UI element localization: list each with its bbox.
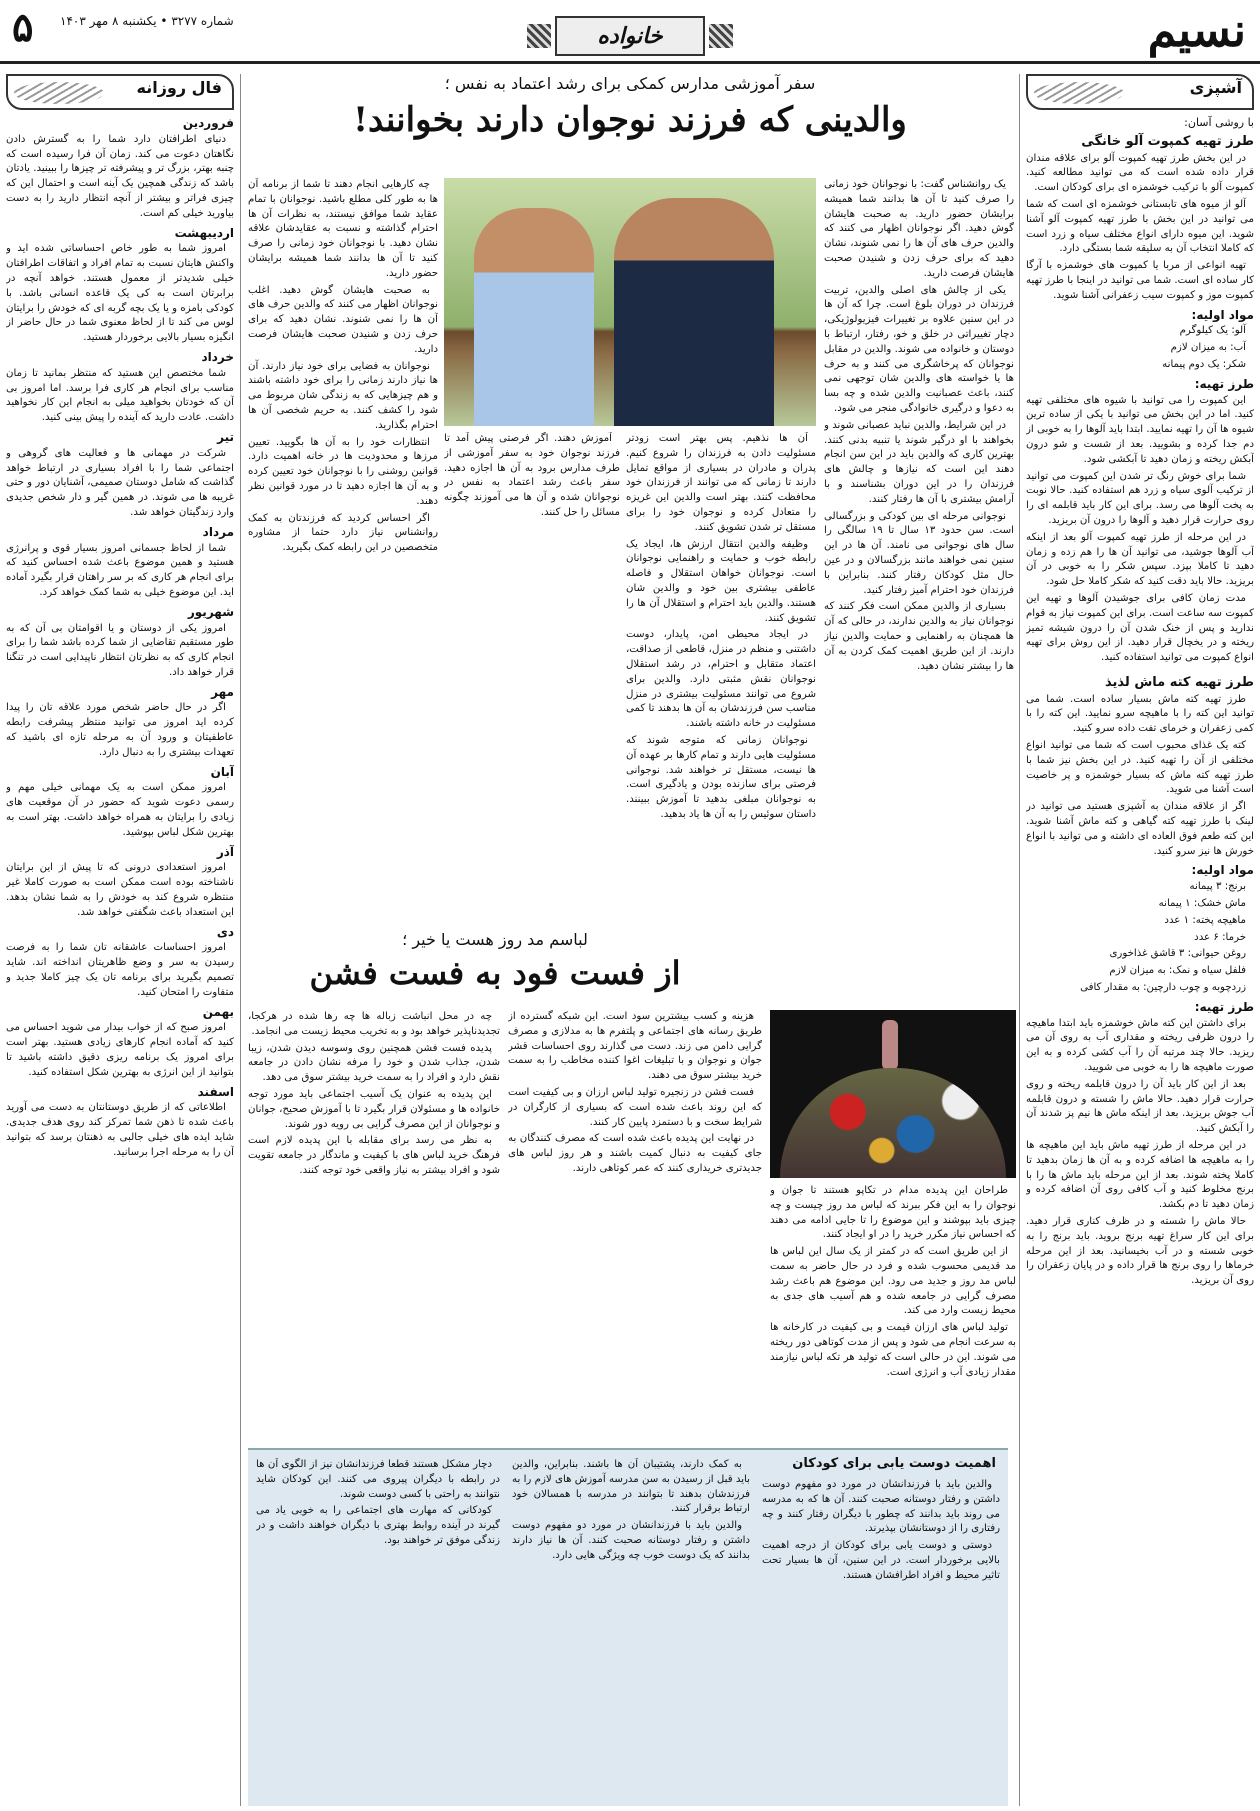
paragraph: دچار مشکل هستند قطعا فرزندانشان نیز از الگوی آن ها در رابطه با دیگران پیروی می کنند. این کودکان شاید نتوانند به راحتی با کسی دوست شوند. <box>256 1459 500 1500</box>
sign-text: شما مختصص این هستید که منتظر بمانید تا زمان مناسب برای انجام هر کاری فرا برسد. اما امروز بی آن که خودتان بخواهید میلی به انجام این کار نخواهید داشت. عادت دارید که آینده را پیش بینی کنید. <box>6 367 234 424</box>
ingredient-item: روغن حیوانی: ۳ قاشق غذاخوری <box>1109 948 1246 960</box>
ingredient-item: شکر: یک دوم پیمانه <box>1162 358 1246 370</box>
paragraph: پدیده فست فشن همچنین روی وسوسه دیدن شدن، زیبا شدن، جذاب شدن و خود را مرفه نشان دادن در جامعه نقش دارد و افراد را به سمت خرید بیشتر سوق می دهد. <box>248 1042 500 1084</box>
recipe-title: طرز تهیه کمپوت آلو خانگی <box>1081 133 1254 149</box>
paragraph: فست فشن در زنجیره تولید لباس ارزان و بی کیفیت است که این روند باعث شده است که بسیاری از کارگران در شرایط سخت و با دستمزد پایین کار کنند. <box>508 1086 762 1128</box>
article-column <box>444 432 620 913</box>
paragraph: والدین باید با فرزندانشان در مورد دو مفهوم دوست داشتن و رفتار دوستانه صحبت کنند. آن ها نیاز دارند بدانند که یک دوست خوب چه ویژگی هایی دارد. <box>512 1520 750 1561</box>
paragraph: هزینه و کسب بیشترین سود است. این شبکه گسترده از طریق رسانه های اجتماعی و پلتفرم ها به مدلازی و مصرف گرایی دامن می زند. دست می گذارند روی احساسات قشر جوان و نوجوان و با تبلیغات اغوا کننده مخاطب را به سمت خرید بیشتر سوق می دهند. <box>508 1011 762 1082</box>
sign-text: شرکت در مهمانی ها و فعالیت های گروهی و اجتماعی شما را با افراد بسیاری در ارتباط خواهد گذاشت که شامل دوستان صمیمی، آشنایان دور و حتی غریبه ها می شوند. در همین گیر و دار شخص جدیدی وارد زندگیتان خواهد شد. <box>6 447 234 518</box>
paragraph: به کمک دارند، پشتیبان آن ها باشند. بنابراین، والدین باید قبل از رسیدن به سن مدرسه آموزش های لازم را به فرزندشان بدهند تا بتوانند در مدرسه با همسالان خود ارتباط برقرار کنند. <box>512 1459 750 1515</box>
paragraph: انتظارات خود را به آن ها بگویید. تعیین مرزها و محدودیت ها در خانه اهمیت دارد. قوانین روشنی را با نوجوانان خود تعیین کرده و به آن ها اجازه دهید تا در مورد قوانین نظر دهند. <box>248 436 438 507</box>
paragraph: نوجوانان به فضایی برای خود نیاز دارند. آن ها نیاز دارند زمانی را برای خود داشته باشند و هم چیزهایی که به زندگی شان مربوط می شود را کشف کنند. به حریم شخصی آن ها احترام بگذارید. <box>248 360 438 431</box>
sign-text: اطلاعاتی که از طریق دوستانتان به دست می آورید باعث شده تا ذهن شما تمرکز کند روی هدف جدیدی. شاید ایده های خیلی جالبی به ذهنتان برسد که بتوانید آن را به مرحله اجرا برسانید. <box>6 1102 234 1158</box>
article-kicker: سفر آموزشی مدارس کمکی برای رشد اعتماد به نفس ؛ <box>444 74 816 93</box>
cooking-title: آشپزی <box>1189 78 1242 97</box>
paragraph: آلو از میوه های تابستانی خوشمزه ای است که شما می توانید در این بخش با طرز تهیه کمپوت آلو آشنا شوید. این میوه دارای انواع مختلف سیاه و زرد است که کاملا انتخاب آن به سلیقه شما بستگی دارد. <box>1026 198 1254 255</box>
method-label: طرز تهیه: <box>1194 999 1254 1014</box>
paragraph: در این مرحله از طرز تهیه ماش باید این ماهیچه ها را به ماهیچه ها اضافه کرده و به آن ها زمان بدهید تا کاملا پخته شوند. بعد از این مرحله باید ماش ها را با برنج مخلوط کنید و آب کافی روی آن اضافه کرده و زمان دهید تا دم بکشد. <box>1026 1140 1254 1211</box>
decorative-swirl-icon <box>1034 82 1124 104</box>
ingredient-item: زردچوبه و چوب دارچین: به مقدار کافی <box>1080 982 1246 994</box>
cooking-column <box>1026 74 1254 1806</box>
teen-figure-icon <box>474 208 594 426</box>
sign-text: امروز شما به طور خاص احساساتی شده اید و واکنش هایتان نسبت به تمام افراد و اتفاقات اطرافتان خیلی شدیدتر از معمول هستند. خواهد آنچه در برابرتان است به کی یک قاعده انسانی باشد. با کودکی بامزه و یا یک بچه گربه ای که خودش را برایتان لوس می کند تا از لحاظ معنوی شما در حال حاضر از انگیزه بسیار بالایی برخوردار هستید. <box>6 243 234 344</box>
paragraph: از این طریق است که در کمتر از یک سال این لباس ها مد قدیمی محسوب شده و فرد در حال حاضر به سمت لباس مد روز و جدید می رود. این موضوع هم باعث رشد مصرف گرایی در جامعه شده و هم آسیب های جدی به محیط زیست وارد می کند. <box>770 1246 1016 1317</box>
sign-name: اردیبهشت <box>174 225 234 240</box>
paragraph: نوجوانان زمانی که متوجه شوند که مسئولیت هایی دارند و تمام کارها بر عهده آن ها نیست، مستقل تر خواهند شد. نوجوانی فرصتی برای سازنده بودن و یادگیری است. به نوجوانان مبلغی بدهید تا آموزش ببینند. داستان سوئیس را به آن ها یاد بدهید. <box>626 734 816 820</box>
paragraph: برای داشتن این کته ماش خوشمزه باید ابتدا ماهیچه را درون ظرفی ریخته و مقداری آب به روی آن می ریزید. حالا چند مرتبه آن را آب کشی کرده و به این صورت ماهیچه ها را به خوبی می شویید. <box>1026 1017 1254 1074</box>
recipe-title: طرز تهیه کته ماش لذیذ <box>1105 674 1254 690</box>
paragraph: دوستی و دوست یابی برای کودکان از درجه اهمیت بالایی برخوردار است. در این سنین، آن ها بسیار تحت تاثیر محیط و افراد اطرافشان هستند. <box>762 1540 1000 1581</box>
ingredient-item: ماهیچه پخته: ۱ عدد <box>1164 914 1246 926</box>
ingredient-item: آب: به میزان لازم <box>1170 342 1246 354</box>
sign-text: شما از لحاظ جسمانی امروز بسیار قوی و پرانرژی هستید و همین موضوع باعث شده احساس کنید که برای انجام هر کاری که بر سر راهتان قرار بگیرد آماده اید. این موضوع خیلی به شما کمک خواهد کرد. <box>6 542 234 598</box>
horoscope-column <box>6 74 234 1806</box>
fashion-column <box>248 1010 500 1440</box>
paragraph: کته یک غذای محبوب است که شما می توانید انواع مختلفی از آن را تهیه کنید. در این بخش نیز شما با طرز تهیه کته ماش که بسیار خوشمزه و پر خاصیت است آشنا می شوید. <box>1026 740 1254 796</box>
sign-name: مرداد <box>202 524 234 539</box>
sign-text: امروز احساسات عاشقانه تان شما را به فرصت رسیدن به سر و وضع ظاهریتان انداخته اند. شاید تصمیم بگیرید برای برنامه تان یک چیز کاملا جدید و متفاوت را امتحان کنید. <box>6 942 234 998</box>
page-number: ۵ <box>12 4 34 51</box>
paragraph: اگر از علاقه مندان به آشپزی هستید می توانید در لینک با طرز تهیه کته گیاهی و کته ماش آشنا شوید. این کته طعم فوق العاده ای داشته و می توانید با انواع خورش ها نیز سرو کنید. <box>1026 801 1254 857</box>
ingredients-label: مواد اولیه: <box>1191 863 1254 878</box>
paragraph: در ایجاد محیطی امن، پایدار، دوست داشتنی و منظم در منزل، قاطعی از صداقت، اعتماد متقابل و احترام، در رشد استقلال نوجوانان نقش مثبتی دارد. والدین برای شروع می توانند مسئولیت بیشتری در منزل مناسب سن فرزندشان به آن ها بدهند تا کمی مسئولیت در خانه داشته باشند. <box>626 629 816 730</box>
paragraph: کودکانی که مهارت های اجتماعی را به خوبی یاد می گیرند در آینده روابط بهتری با دیگران خواهند داشت و در زندگی موفق تر خواهند بود. <box>256 1505 500 1546</box>
ingredients-label: مواد اولیه: <box>1191 307 1254 322</box>
section-title: خانواده <box>555 16 705 56</box>
issue-line: شماره ۳۲۷۷ • یکشنبه ۸ مهر ۱۴۰۳ <box>60 14 234 28</box>
paragraph: تهیه انواعی از مربا یا کمپوت های خوشمزه با آرگا کار ساده ای است. شما می توانید در اینجا با طرز تهیه کمپوت موز و کمپوت سیب زعفرانی آشنا شوید. <box>1026 260 1254 301</box>
ingredient-item: فلفل سیاه و نمک: به میزان لازم <box>1109 965 1246 977</box>
father-figure-icon <box>614 198 774 426</box>
sign-name: تیر <box>217 429 234 444</box>
fashion-column <box>770 1184 1016 1440</box>
sign-text: دنیای اطرافتان دارد شما را به گسترش دادن نگاهتان دعوت می کند. زمان آن فرا رسیده است که چنبه بهتر، بزرگ تر و پیشرفته تر چیزها را ببینید. یادتان باشد که زندگی همچین یک آینه است و احتمال این که چیزی فراتر و بیشتر از آنچه انتظار دارید را به دست بیاورید خیلی کم است. <box>6 133 234 219</box>
paragraph: مدت زمان کافی برای جوشیدن آلوها و تهیه این کمپوت سه ساعت است. برای این کمپوت نیاز به قوام ندارید و پس از خنک شدن آن را درون شیشه تمیز ریخته و در یخچال قرار دهید. از این روش برای تهیه انواع کمپوت می توانید استفاده کنید. <box>1026 592 1254 664</box>
paragraph: در این مرحله از طرز تهیه کمپوت آلو بعد از اینکه آب آلوها جوشید، می توانید آن ها را هم زده و زمان دهید تا کاملا بپزد. سپس شکر را به خوبی در آن بریزید. حالا باید دقت کنید که شکر کاملا حل شود. <box>1026 531 1254 588</box>
sign-text: امروز یکی از دوستان و یا اقوامتان بی آن که به طور مستقیم تقاضایی از شما کرده باشد شما را برای انجام کاری که به نظرتان انتظار ناپیدایی است در تنگنا قرار خواهد داد. <box>6 622 234 678</box>
sign-text: امروز استعدادی درونی که تا پیش از این برایتان ناشناخته بوده است ممکن است به صورت کاملا غیر منتظره شروع کند به خودش را به شما نشان بدهد. این استعداد باعث شگفتی خواهد شد. <box>6 862 234 918</box>
horoscope-banner <box>6 74 234 110</box>
paragraph: وظیفه والدین انتقال ارزش ها، ایجاد یک رابطه خوب و حمایت و راهنمایی نوجوانان است. نوجوانان خواهان استقلال و فاصله عاطفی بیشتری بین خود و والدین شان هستند. والدین باید احترام و استقلال آن ها را تشویق کنند. <box>626 538 816 624</box>
paragraph: چه در محل انباشت زباله ها چه رها شده در هرکجا، تجدیدناپذیر خواهد بود و به تخریب محیط زیست می انجامد. <box>248 1011 500 1037</box>
box-column <box>512 1458 750 1800</box>
method-label: طرز تهیه: <box>1194 376 1254 391</box>
paragraph: به نظر می رسد برای مقابله با این پدیده لازم است فرهنگ خرید لباس های با کیفیت و ماندگار در جامعه تقویت شود و افراد بیشتر به نیاز واقعی خود توجه کنند. <box>248 1135 500 1176</box>
masthead <box>0 0 1260 64</box>
sign-name: خرداد <box>201 349 234 364</box>
sign-name: فروردین <box>182 116 234 130</box>
box-column <box>256 1458 500 1800</box>
fashion-headline[interactable]: از فست فود به فست فشن <box>309 954 681 992</box>
fashion-column <box>508 1010 762 1440</box>
sign-text: امروز ممکن است به یک مهمانی خیلی مهم و رسمی دعوت شوید که حضور در آن موقعیت های زیادی را برایتان به همراه خواهد داشت. بهتر است به بهترین شکل لباس بپوشید. <box>6 782 234 838</box>
hand-icon <box>882 1020 898 1070</box>
paragraph: در این بخش طرز تهیه کمپوت آلو برای علاقه مندان قرار داده شده است که می توانید مطالعه کنید. کمپوت آلو با ترکیب خوشمزه ای برای کودکان است. <box>1026 152 1254 194</box>
ingredient-item: ماش خشک: ۱ پیمانه <box>1158 898 1246 910</box>
article-column <box>626 432 816 913</box>
paragraph: بعد از این کار باید آن را درون قابلمه ریخته و روی حرارت قرار دهید. حالا ماش را شسته و درون قابلمه آب جوش بریزید. بعد از اینکه ماش ها نیم پز شدند آن را آبکش کنید. <box>1026 1078 1254 1135</box>
clothes-pile-icon <box>780 1068 1006 1178</box>
horoscope-title: فال روزانه <box>136 78 222 97</box>
father-son-photo <box>444 178 816 426</box>
paragraph: حالا ماش را شسته و در ظرف کناری قرار دهید. برای این کار سراغ تهیه برنج بروید. باید برنج را به خوبی شسته و در آب بخیسانید. بعد از این مرحله خرماها را روی برنج ها قرار داده و در پایان زعفران را روی آن بریزید. <box>1026 1215 1254 1287</box>
paragraph: اگر احساس کردید که فرزندتان به کمک روانشناس نیاز دارد حتما از مشاوره متخصصین در این رابطه کمک بگیرید. <box>248 512 438 554</box>
ingredient-item: برنج: ۳ پیمانه <box>1189 881 1246 893</box>
intro-text: با روشی آسان: <box>1184 116 1254 129</box>
sign-name: بهمن <box>202 1004 234 1019</box>
paragraph: نوجوانی مرحله ای بین کودکی و بزرگسالی است. سن حدود ۱۳ سال تا ۱۹ سالگی را سال های نوجوانی می نامند. آن ها در این سنین نمی خواهند مانند بزرگسالان و در عین حال مثل کودکان رفتار کنند. بنابراین با فرزندان خود احترام آمیز رفتار کنید. <box>824 510 1014 596</box>
newspaper-logo[interactable]: نسیم <box>1147 3 1246 57</box>
paragraph: در نهایت این پدیده باعث شده است که مصرف کنندگان به جای کیفیت به دنبال کمیت باشند و هر روز لباس های جدیدتری خریداری کنند که عمر کوتاهی دارند. <box>508 1133 762 1174</box>
paragraph: چه کارهایی انجام دهند تا شما از برنامه آن ها به طور کلی مطلع باشید. نوجوانان با تمام عقاید شما موافق نیستند، به نظرات آن ها احترام گذاشته و نسبت به عقایدشان علاقه نشان دهید. با نوجوانان خود زمانی را صرف کنید تا آن ها بدانند شما همیشه برایشان حضور دارید. <box>248 179 438 279</box>
sign-name: اسفند <box>197 1084 234 1099</box>
article-column <box>248 178 438 913</box>
sign-name: مهر <box>211 684 234 699</box>
sign-text: اگر در حال حاضر شخص مورد علاقه تان را پیدا کرده اید امروز می توانید منتظر پیشرفت رابطه عاطفیتان و ورود آن به مرحله تازه ای باشید که تعهدات بیشتری را به دنبال دارد. <box>6 702 234 758</box>
fashion-kicker: لباسم مد روز هست یا خیر ؛ <box>402 930 588 949</box>
paragraph: والدین باید با فرزندانشان در مورد دو مفهوم دوست داشتن و رفتار دوستانه صحبت کنند. آن ها که به مدرسه می روند باید بدانند که چطور با دیگران رفتار کنند و چه رفتاری را از دوستانشان بپذیرند. <box>762 1479 1000 1535</box>
article-headline[interactable]: والدینی که فرزند نوجوان دارند بخوانند! <box>353 100 907 140</box>
decorative-swirl-icon <box>14 82 104 104</box>
paragraph: یک روانشناس گفت: با نوجوانان خود زمانی را صرف کنید تا آن ها بدانند شما همیشه برایشان حضور دارید. به صحبت هایشان گوش دهید. اگر نوجوانان اظهار می کنند که والدین حرف های آن ها را نمی شنوند، نشان دهید که برای حرف زدن و شنیدن صحبت هایشان فرصت دارید. <box>824 179 1014 279</box>
paragraph: شما برای خوش رنگ تر شدن این کمپوت می توانید از ترکیب آلوی سیاه و زرد هم استفاده کنید. حالا نوبت به پخت آلوها می رسد. برای این کار باید قابلمه ای را روی حرارت قرار دهید و آلوها را درون آن بریزید. <box>1026 470 1254 526</box>
sign-name: شهریور <box>187 604 234 619</box>
clothes-pile-photo <box>770 1010 1016 1178</box>
paragraph: به صحبت هایشان گوش دهید. اغلب نوجوانان اظهار می کنند که والدین حرف های آن ها را نمی شنوند. نشان دهید که برای حرف زدن و شنیدن صحبت هایشان فرصت دارید. <box>248 284 438 355</box>
friendship-box <box>248 1448 1008 1806</box>
paragraph: آموزش دهند. اگر فرصتی پیش آمد تا فرزند نوجوان خود به سفر آموزشی از طرف مدارس برود به آن ها اجازه دهید. سفر باعث رشد اعتماد به نفس در نوجوانان شده و آن ها می آموزند چگونه مسائل را حل کنند. <box>444 433 620 518</box>
sign-text: امروز صبح که از خواب بیدار می شوید احساس می کنید که آماده انجام کارهای زیادی هستید. بهتر است برای امروز یک برنامه ریزی دقیق داشته باشید تا بتوانید از این انرژی به بهترین شکل استفاده کنید. <box>6 1022 234 1078</box>
paragraph: یکی از چالش های اصلی والدین، تربیت فرزندان در دوران بلوغ است. چرا که آن ها در این سنین علاوه بر تغییرات فیزیولوژیکی، دچار تغییراتی در خلق و خو، رفتار، ارتباط با دوستان و خانواده می شوند. والدین در مقابل نوجوانان که پرخاشگری می کنند و به حرف ها یا خواسته های والدین شان توجهی نمی کنند، باعث عصبانیت والدین شده و چه بسا به دعوا و درگیری خانوادگی منجر می شود. <box>824 284 1014 414</box>
paragraph: این کمپوت را می توانید با شیوه های مختلفی تهیه کنید. اما در این بخش می توانید با یکی از ساده ترین شیوه ها آن را تهیه نمایید. ابتدا باید آلوها را به خوبی از دم جدا کرده و بشویید. بعد از شست و شو درون آبکش ریخته و زمان دهید تا آبکشی شود. <box>1026 394 1254 465</box>
paragraph: این پدیده به عنوان یک آسیب اجتماعی باید مورد توجه خانواده ها و مسئولان قرار بگیرد تا با آموزش صحیح، جوانان و نوجوانان از این مصرف گرایی بی رویه دور شوند. <box>248 1088 500 1130</box>
paragraph: طراحان این پدیده مدام در تکاپو هستند تا جوان و نوجوان را به این فکر ببرند که لباس مد روز چیست و چه چیزی باید بپوشند و این موضوع را تا جایی ادامه می دهند که احساس نیاز مکرر خرید را در او ایجاد کنند. <box>770 1185 1016 1241</box>
column-divider <box>240 74 241 1806</box>
sign-name: دی <box>216 924 234 939</box>
column-divider <box>1019 74 1020 1806</box>
ingredient-item: خرما: ۶ عدد <box>1194 931 1246 943</box>
paragraph: بسیاری از والدین ممکن است فکر کنند که نوجوانان نیاز به والدین ندارند، در حالی که آن ها همچنان به راهنمایی و حمایت والدین نیاز دارند. از این طریق اهمیت کمک کردن به آن ها را بیشتر نشان دهید. <box>824 601 1014 672</box>
sign-name: آذر <box>216 844 234 859</box>
article-column <box>824 178 1014 913</box>
box-title: اهمیت دوست یابی برای کودکان <box>792 1456 996 1471</box>
sign-name: آبان <box>210 764 234 779</box>
paragraph: در این شرایط، والدین نباید عصبانی شوند و بخواهند با او درگیر شوند یا تنبیه بدنی کنند. بهترین کاری که والدین باید در این سن انجام دهند این است که نیازها و چالش های فرزندان را در این دوران بشناسند و با آرامش بیشتری با آن ها رفتار کنند. <box>824 419 1014 505</box>
cooking-banner <box>1026 74 1254 110</box>
box-column <box>762 1478 1000 1800</box>
paragraph: آن ها نذهیم. پس بهتر است زودتر مسئولیت دادن به فرزندان را شروع کنیم. پدران و مادران در بسیاری از مواقع تمایل دارند تا زمانی که می توانند از فرزندان خود محافظت کنند. بهتر است والدین این غریزه را متعادل کرده و نوجوان خود را برای مستقل تر شدن تشویق کنند. <box>626 433 816 533</box>
paragraph: تولید لباس های ارزان قیمت و بی کیفیت در کارخانه ها به سرعت انجام می شود و پس از مدت کوتاهی دور ریخته می شوند. این در حالی است که تولید هر تکه لباس نیازمند مقدار زیادی آب و انرژی است. <box>770 1322 1016 1378</box>
paragraph: طرز تهیه کته ماش بسیار ساده است. شما می توانید این کته را با ماهیچه سرو نمایید. این کته را با کمی زعفران و خرمای تفت داده سرو کنید. <box>1026 693 1254 735</box>
ingredient-item: آلو: یک کیلوگرم <box>1179 325 1246 337</box>
